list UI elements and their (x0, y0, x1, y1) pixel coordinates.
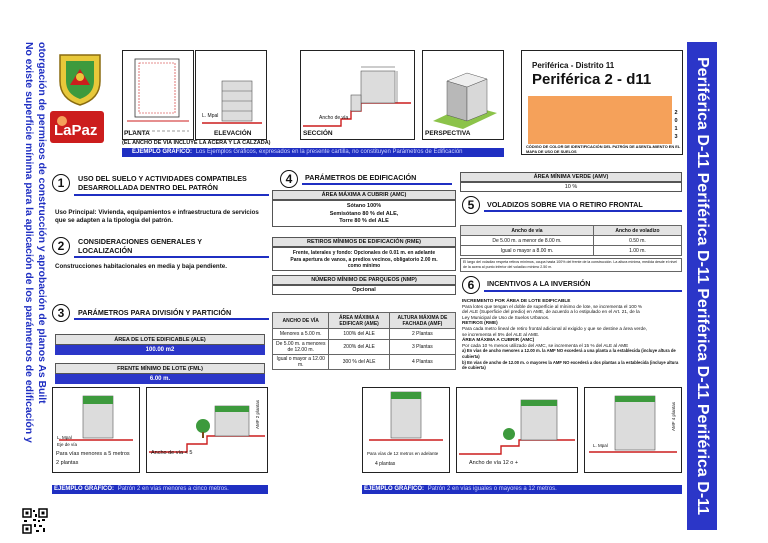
incentive-line: del ALE (Superficie del predio) en AME, de acuerdo a lo estipulado en el Art. 21, de la (462, 309, 640, 315)
table-cell: De 5.00 m. a menor de 8.00 m. (461, 236, 594, 246)
title-main: Periférica 2 - d11 (532, 71, 652, 88)
table-cell: 300 % del ALE (329, 355, 389, 370)
bottom-1-eje: Eje de vía (57, 442, 78, 447)
bottom-drawing-4 (456, 387, 578, 473)
code-digit: 1 (674, 126, 678, 132)
section-3-underline (74, 318, 269, 320)
bottom-drawing-3 (362, 387, 450, 473)
left-band-line1: No existe superficie mínima para la aplicación de los parámetros de edificación y (23, 42, 34, 443)
incentive-line: Para cada metro lineal de retiro frontal adicional al exigido y que se destine a área verde, (462, 325, 648, 331)
incentive-line: RETIROS (RME) (462, 320, 498, 326)
example-top-label: EJEMPLO GRÁFICO: (132, 149, 193, 155)
qr-code-icon (22, 508, 48, 534)
coat-of-arms-icon (50, 47, 110, 107)
example-bottom-1-label: EJEMPLO GRÁFICO: (54, 486, 115, 492)
section-6-title: INCENTIVOS A LA INVERSIÓN (487, 279, 591, 288)
ame-amf-table (272, 312, 456, 370)
section-2-number: 2 (52, 237, 70, 255)
section-4-underline (302, 183, 452, 185)
title-block (521, 50, 683, 155)
lapaz-logo-text: LaPaz (54, 122, 98, 139)
table-row (461, 246, 682, 256)
bottom-3-caption: Para vías de 12 metros en adelante (367, 451, 439, 456)
section-2-underline (74, 256, 269, 258)
table-row (273, 329, 456, 340)
amc-label: ÁREA MÁXIMA A CUBRIR (AMC) (272, 190, 456, 200)
fml-value: 6.00 m. (55, 374, 265, 384)
section-4-title: PARÁMETROS DE EDIFICACIÓN (305, 173, 417, 182)
table-row (273, 340, 456, 355)
bottom-4-caption: Ancho de vía 12 o + (469, 460, 519, 466)
code-digit: 2 (674, 110, 678, 116)
nmp-label: NÚMERO MÍNIMO DE PARQUEOS (NMP) (272, 275, 456, 285)
rme-line: Para apertura de vanos, a predios vecinos, obligatorio 2.00 m. (290, 256, 438, 263)
voladizo-table (460, 225, 682, 256)
section-1-underline (74, 194, 269, 196)
bottom-drawing-1 (52, 387, 140, 473)
table-header: ÁREA MÁXIMA A EDIFICAR (AME) (329, 313, 389, 329)
section-3-title: PARÁMETROS PARA DIVISIÓN Y PARTICIÓN (78, 308, 232, 317)
ale-label: ÁREA DE LOTE EDIFICABLE (ALE) (55, 334, 265, 345)
incentive-line: Por cada 10 % menos utilizado del AMC, se incrementa el 15 % del ALE al AME (462, 342, 629, 348)
nmp-value: Opcional (272, 285, 456, 295)
left-vertical-band (22, 42, 48, 502)
rme-values (272, 247, 456, 271)
rme-label: RETIROS MÍNIMOS DE EDIFICACIÓN (RME) (272, 237, 456, 247)
section-5-underline (484, 210, 682, 212)
amv-value: 10 % (460, 182, 682, 192)
drawings-note: (EL ANCHO DE VIA INCLUYE LA ACERA Y LA CALZADA) (122, 140, 271, 146)
section-1-title: USO DEL SUELO Y ACTIVIDADES COMPATIBLES DESARROLLADA DENTRO DEL PATRÓN (78, 174, 247, 192)
incentive-line: b) En vías de ancho de 12.00 m. o mayores la AMF NO excederá a dos plantas a la establecida (incluye altura de cubierta) (462, 359, 679, 371)
amc-line: Torre 80 % del ALE (339, 218, 389, 224)
bottom-2-caption: Ancho de vía < 5 (151, 450, 193, 456)
left-band-line2: otorgación de permisos de construcción y aprobación de planos As Built (36, 42, 47, 404)
incentive-line: ÁREA MÁXIMA A CUBRIR (AMC) (462, 337, 535, 343)
amv-label: ÁREA MÍNIMA VERDE (AMV) (460, 172, 682, 182)
amc-line: Sótano 100% (346, 203, 382, 209)
table-row (273, 355, 456, 370)
elevacion-label: ELEVACIÓN (214, 130, 252, 137)
seccion-frame (300, 50, 415, 140)
right-vertical-band: Periférica D-11 Periférica D-11 Periférica D-11 Periférica D-11 (687, 42, 717, 530)
section-5-title: VOLADIZOS SOBRE VIA O RETIRO FRONTAL (487, 200, 643, 209)
incentive-line: a) En vías de ancho menores a 12.00 m. la AMF NO excederá a una planta a la establecida (incluye altura de cubierta) (462, 348, 676, 359)
table-cell: 4 Plantas (389, 355, 455, 370)
table-cell: 100% del ALE (329, 329, 389, 340)
code-digit: 0 (674, 118, 678, 124)
elevacion-frame (195, 50, 267, 140)
section-4-number: 4 (280, 170, 298, 188)
perspectiva-frame (422, 50, 504, 140)
rme-line: como mínimo (347, 263, 381, 269)
code-digit: 3 (674, 134, 678, 140)
code-note: CÓDIGO DE COLOR DE IDENTIFICACIÓN DEL PATRÓN DE ASENTA-MIENTO EN EL MAPA DE USO DE SUELOS (526, 144, 681, 154)
incentive-line: Ley Municipal de Uso de Suelos Urbanos. (462, 314, 550, 320)
elevacion-lmpal: L. Mpal (202, 113, 219, 119)
planta-frame (122, 50, 194, 140)
logo-block (50, 47, 110, 147)
fml-label: FRENTE MÍNIMO DE LOTE (FML) (55, 363, 265, 374)
perspectiva-label: PERSPECTIVA (425, 130, 471, 137)
bottom-5-amf: AMF 4 plantas (671, 402, 676, 432)
table-cell: De 5.00 m. a menores de 12.00 m. (273, 340, 329, 355)
color-code-swatch (528, 96, 672, 144)
table-cell: Igual o mayor a 8.00 m. (461, 246, 594, 256)
section-5-number: 5 (462, 196, 480, 214)
section-1-text: Uso Principal: Vivienda, equipamientos e infraestructura de servicios que se adapten a la tipología del patrón. (55, 209, 259, 224)
planta-label: PLANTA (124, 130, 150, 137)
example-bottom-2-text: Patrón 2 en vías iguales o mayores a 12 metros. (427, 486, 557, 492)
example-bottom-1 (52, 485, 268, 494)
incentive-line: INCREMENTO POR ÁREA DE LOTE EDIFICABLE (462, 298, 571, 303)
incentive-line: se incrementa el 5% del ALE al AME. (462, 331, 540, 337)
bottom-1-caption: Para vías menores a 5 metros (56, 451, 130, 457)
table-cell: 0.50 m. (593, 236, 681, 246)
table-header: Ancho de vía (461, 226, 594, 236)
table-cell: 2 Plantas (389, 329, 455, 340)
example-top-bar (122, 148, 504, 157)
bottom-3-caption-b: 4 plantas (375, 461, 396, 467)
bottom-5-lmpal: L. Mpal (593, 443, 608, 448)
table-cell: 1.00 m. (593, 246, 681, 256)
bottom-drawing-5 (584, 387, 682, 473)
bottom-2-amf: AMF 2 plantas (255, 400, 260, 430)
title-subtitle: Periférica - Distrito 11 (532, 61, 615, 70)
amc-line: Semisótano 80 % del ALE, (329, 210, 399, 217)
seccion-ancho-via: Ancho de vía (319, 115, 349, 121)
example-bottom-2 (362, 485, 682, 494)
voladizo-note: El largo del voladizo respeta retiros mínimos, ocupa hasta 100% del frente de la construcción. La altura mínima, medida desde el nivel de la acera al punto inferior del voladizo mínimo 2.50 m. (460, 258, 682, 272)
table-cell: 3 Plantas (389, 340, 455, 355)
bottom-1-lmpal: L. Mpal (57, 435, 72, 440)
table-header: Ancho de voladizo (593, 226, 681, 236)
table-row (461, 236, 682, 246)
section-3-number: 3 (52, 304, 70, 322)
table-cell: Menores a 5.00 m. (273, 329, 329, 340)
rme-line: Frente, laterales y fondo: Opcionales de 0.01 m. en adelante (292, 250, 436, 256)
section-2-text: Construcciones habitacionales en media y baja pendiente. (55, 263, 227, 270)
incentive-line: Para lotes que tengan el doble de superficie al mínimo de lote, se incrementa el 100 % (462, 303, 643, 309)
example-top-text: Los Ejemplos Gráficos, expresados en la presente cartilla, no constituyen Parámetros de Edificación (195, 149, 463, 155)
example-bottom-1-text: Patrón 2 en vías menores a cinco metros. (117, 486, 229, 492)
section-6-number: 6 (462, 276, 480, 294)
seccion-label: SECCIÓN (303, 130, 333, 137)
section-1-number: 1 (52, 174, 70, 192)
bottom-1-caption-b: 2 plantas (56, 460, 79, 466)
lapaz-logo (50, 111, 104, 143)
table-cell: 200% del ALE (329, 340, 389, 355)
section-6-text (462, 298, 684, 371)
section-6-underline (484, 290, 682, 292)
amc-values (272, 200, 456, 227)
table-cell: Igual o mayor a 12.00 m. (273, 355, 329, 370)
code-digits (672, 109, 680, 141)
section-2-title: CONSIDERACIONES GENERALES Y LOCALIZACIÓN (78, 237, 202, 255)
bottom-drawing-2 (146, 387, 268, 473)
table-header: ALTURA MÁXIMA DE FACHADA (AMF) (389, 313, 455, 329)
ale-value: 100.00 m2 (55, 345, 265, 355)
example-bottom-2-label: EJEMPLO GRÁFICO: (364, 486, 425, 492)
table-header: ANCHO DE VÍA (273, 313, 329, 329)
